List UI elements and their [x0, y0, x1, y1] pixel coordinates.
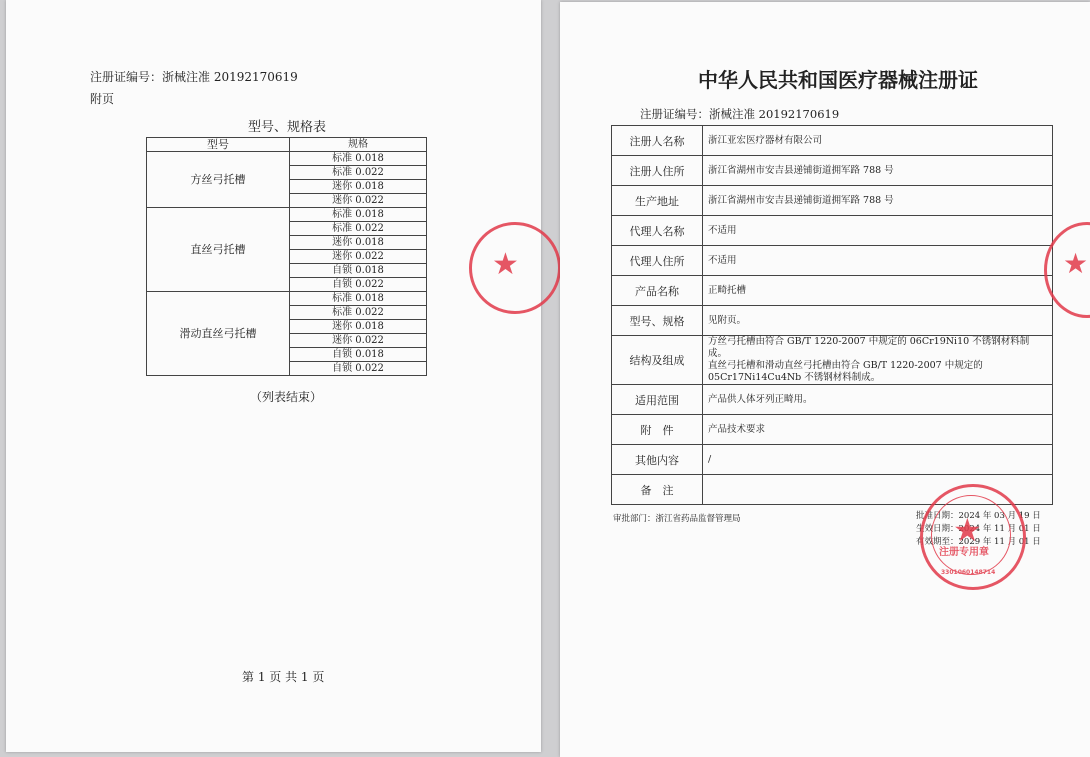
- certificate-row: [612, 246, 1053, 276]
- spec-cell: 迷你 0.022: [290, 250, 427, 264]
- spec-cell: 标准 0.018: [290, 292, 427, 306]
- spec-cell: 标准 0.022: [290, 166, 427, 180]
- list-end-note: （列表结束）: [250, 390, 323, 404]
- certificate-title: 中华人民共和国医疗器械注册证: [698, 68, 978, 92]
- certificate-row: [612, 336, 1053, 385]
- seal-star-icon: ★: [492, 247, 519, 282]
- field-label: 备 注: [612, 475, 703, 505]
- certificate-row: [612, 276, 1053, 306]
- header-model: 型号: [147, 138, 290, 152]
- date-value: 2024 年 03 月 19 日: [958, 511, 1041, 521]
- official-seal-partial: [469, 222, 561, 314]
- official-seal: [920, 484, 1026, 590]
- field-value: [703, 336, 1053, 385]
- field-label: 结构及组成: [612, 336, 703, 385]
- seal-star-icon: ★: [953, 511, 982, 549]
- spec-cell: 自锁 0.018: [290, 348, 427, 362]
- table-row: [147, 152, 427, 166]
- spec-cell: 迷你 0.018: [290, 320, 427, 334]
- field-value-line: 方丝弓托槽由符合 GB/T 1220-2007 中规定的 06Cr19Ni10 不锈钢材料制成。: [708, 336, 1030, 359]
- field-label: 产品名称: [612, 276, 703, 306]
- date-value: 2029 年 11 月 01 日: [958, 537, 1041, 547]
- date-label: 有效期至：: [916, 537, 959, 547]
- field-value: 浙江亚宏医疗器材有限公司: [703, 126, 1053, 156]
- field-label: 适用范围: [612, 385, 703, 415]
- table-title: 型号、规格表: [248, 120, 327, 135]
- certificate-reg-number: 注册证编号：浙械注准 20192170619: [640, 107, 840, 121]
- spec-cell: 自锁 0.022: [290, 362, 427, 376]
- field-label: 其他内容: [612, 445, 703, 475]
- field-value: 正畸托槽: [703, 276, 1053, 306]
- certificate-row: [612, 306, 1053, 336]
- approval-department: 审批部门：浙江省药品监督管理局: [613, 514, 741, 524]
- field-value-line: 05Cr17Ni14Cu4Nb 不锈钢材料制成。: [708, 372, 881, 383]
- field-value: 产品技术要求: [703, 415, 1053, 445]
- spec-cell: 自锁 0.018: [290, 264, 427, 278]
- certificate-row: [612, 156, 1053, 186]
- model-spec-table: [146, 137, 427, 376]
- field-label: 生产地址: [612, 186, 703, 216]
- certificate-row: [612, 216, 1053, 246]
- table-row: [147, 208, 427, 222]
- certificate-row: [612, 186, 1053, 216]
- field-label: 附 件: [612, 415, 703, 445]
- field-value: /: [703, 445, 1053, 475]
- field-value-line: 直丝弓托槽和滑动直丝弓托槽由符合 GB/T 1220-2007 中规定的: [708, 360, 983, 371]
- field-value: 浙江省湖州市安吉县递铺街道拥军路 788 号: [703, 186, 1053, 216]
- field-label: 代理人名称: [612, 216, 703, 246]
- date-value: 2024 年 11 月 01 日: [958, 524, 1041, 534]
- spec-cell: 标准 0.018: [290, 208, 427, 222]
- seal-number: 3301060148714: [941, 569, 996, 576]
- appendix-reg-number: 注册证编号：浙械注准 20192170619: [90, 70, 298, 84]
- table-header-row: [147, 138, 427, 152]
- field-value: 不适用: [703, 216, 1053, 246]
- registration-certificate-page: [560, 2, 1090, 757]
- table-row: [147, 292, 427, 306]
- field-value: 不适用: [703, 246, 1053, 276]
- page-footer: 第 1 页 共 1 页: [242, 670, 325, 684]
- field-label: 代理人住所: [612, 246, 703, 276]
- header-spec: 规格: [290, 138, 427, 152]
- certificate-row: [612, 415, 1053, 445]
- field-label: 型号、规格: [612, 306, 703, 336]
- spec-cell: 迷你 0.018: [290, 236, 427, 250]
- model-cell: 直丝弓托槽: [147, 208, 290, 292]
- seal-star-icon: ★: [1063, 247, 1089, 280]
- field-value: 产品供人体牙列正畸用。: [703, 385, 1053, 415]
- spec-cell: 标准 0.022: [290, 306, 427, 320]
- spec-cell: 迷你 0.022: [290, 194, 427, 208]
- certificate-row: [612, 445, 1053, 475]
- field-value: 浙江省湖州市安吉县递铺街道拥军路 788 号: [703, 156, 1053, 186]
- date-label: 生效日期：: [916, 524, 959, 534]
- model-cell: 方丝弓托槽: [147, 152, 290, 208]
- certificate-row: [612, 385, 1053, 415]
- field-value: 见附页。: [703, 306, 1053, 336]
- appendix-label: 附页: [90, 92, 115, 106]
- spec-cell: 自锁 0.022: [290, 278, 427, 292]
- spec-cell: 标准 0.022: [290, 222, 427, 236]
- certificate-row: [612, 126, 1053, 156]
- certificate-table: [611, 125, 1053, 505]
- spec-cell: 迷你 0.022: [290, 334, 427, 348]
- date-label: 批准日期：: [916, 511, 959, 521]
- seal-bottom-text: 注册专用章: [939, 547, 989, 558]
- field-label: 注册人名称: [612, 126, 703, 156]
- appendix-page: [6, 0, 541, 752]
- model-cell: 滑动直丝弓托槽: [147, 292, 290, 376]
- field-label: 注册人住所: [612, 156, 703, 186]
- spec-cell: 迷你 0.018: [290, 180, 427, 194]
- spec-cell: 标准 0.018: [290, 152, 427, 166]
